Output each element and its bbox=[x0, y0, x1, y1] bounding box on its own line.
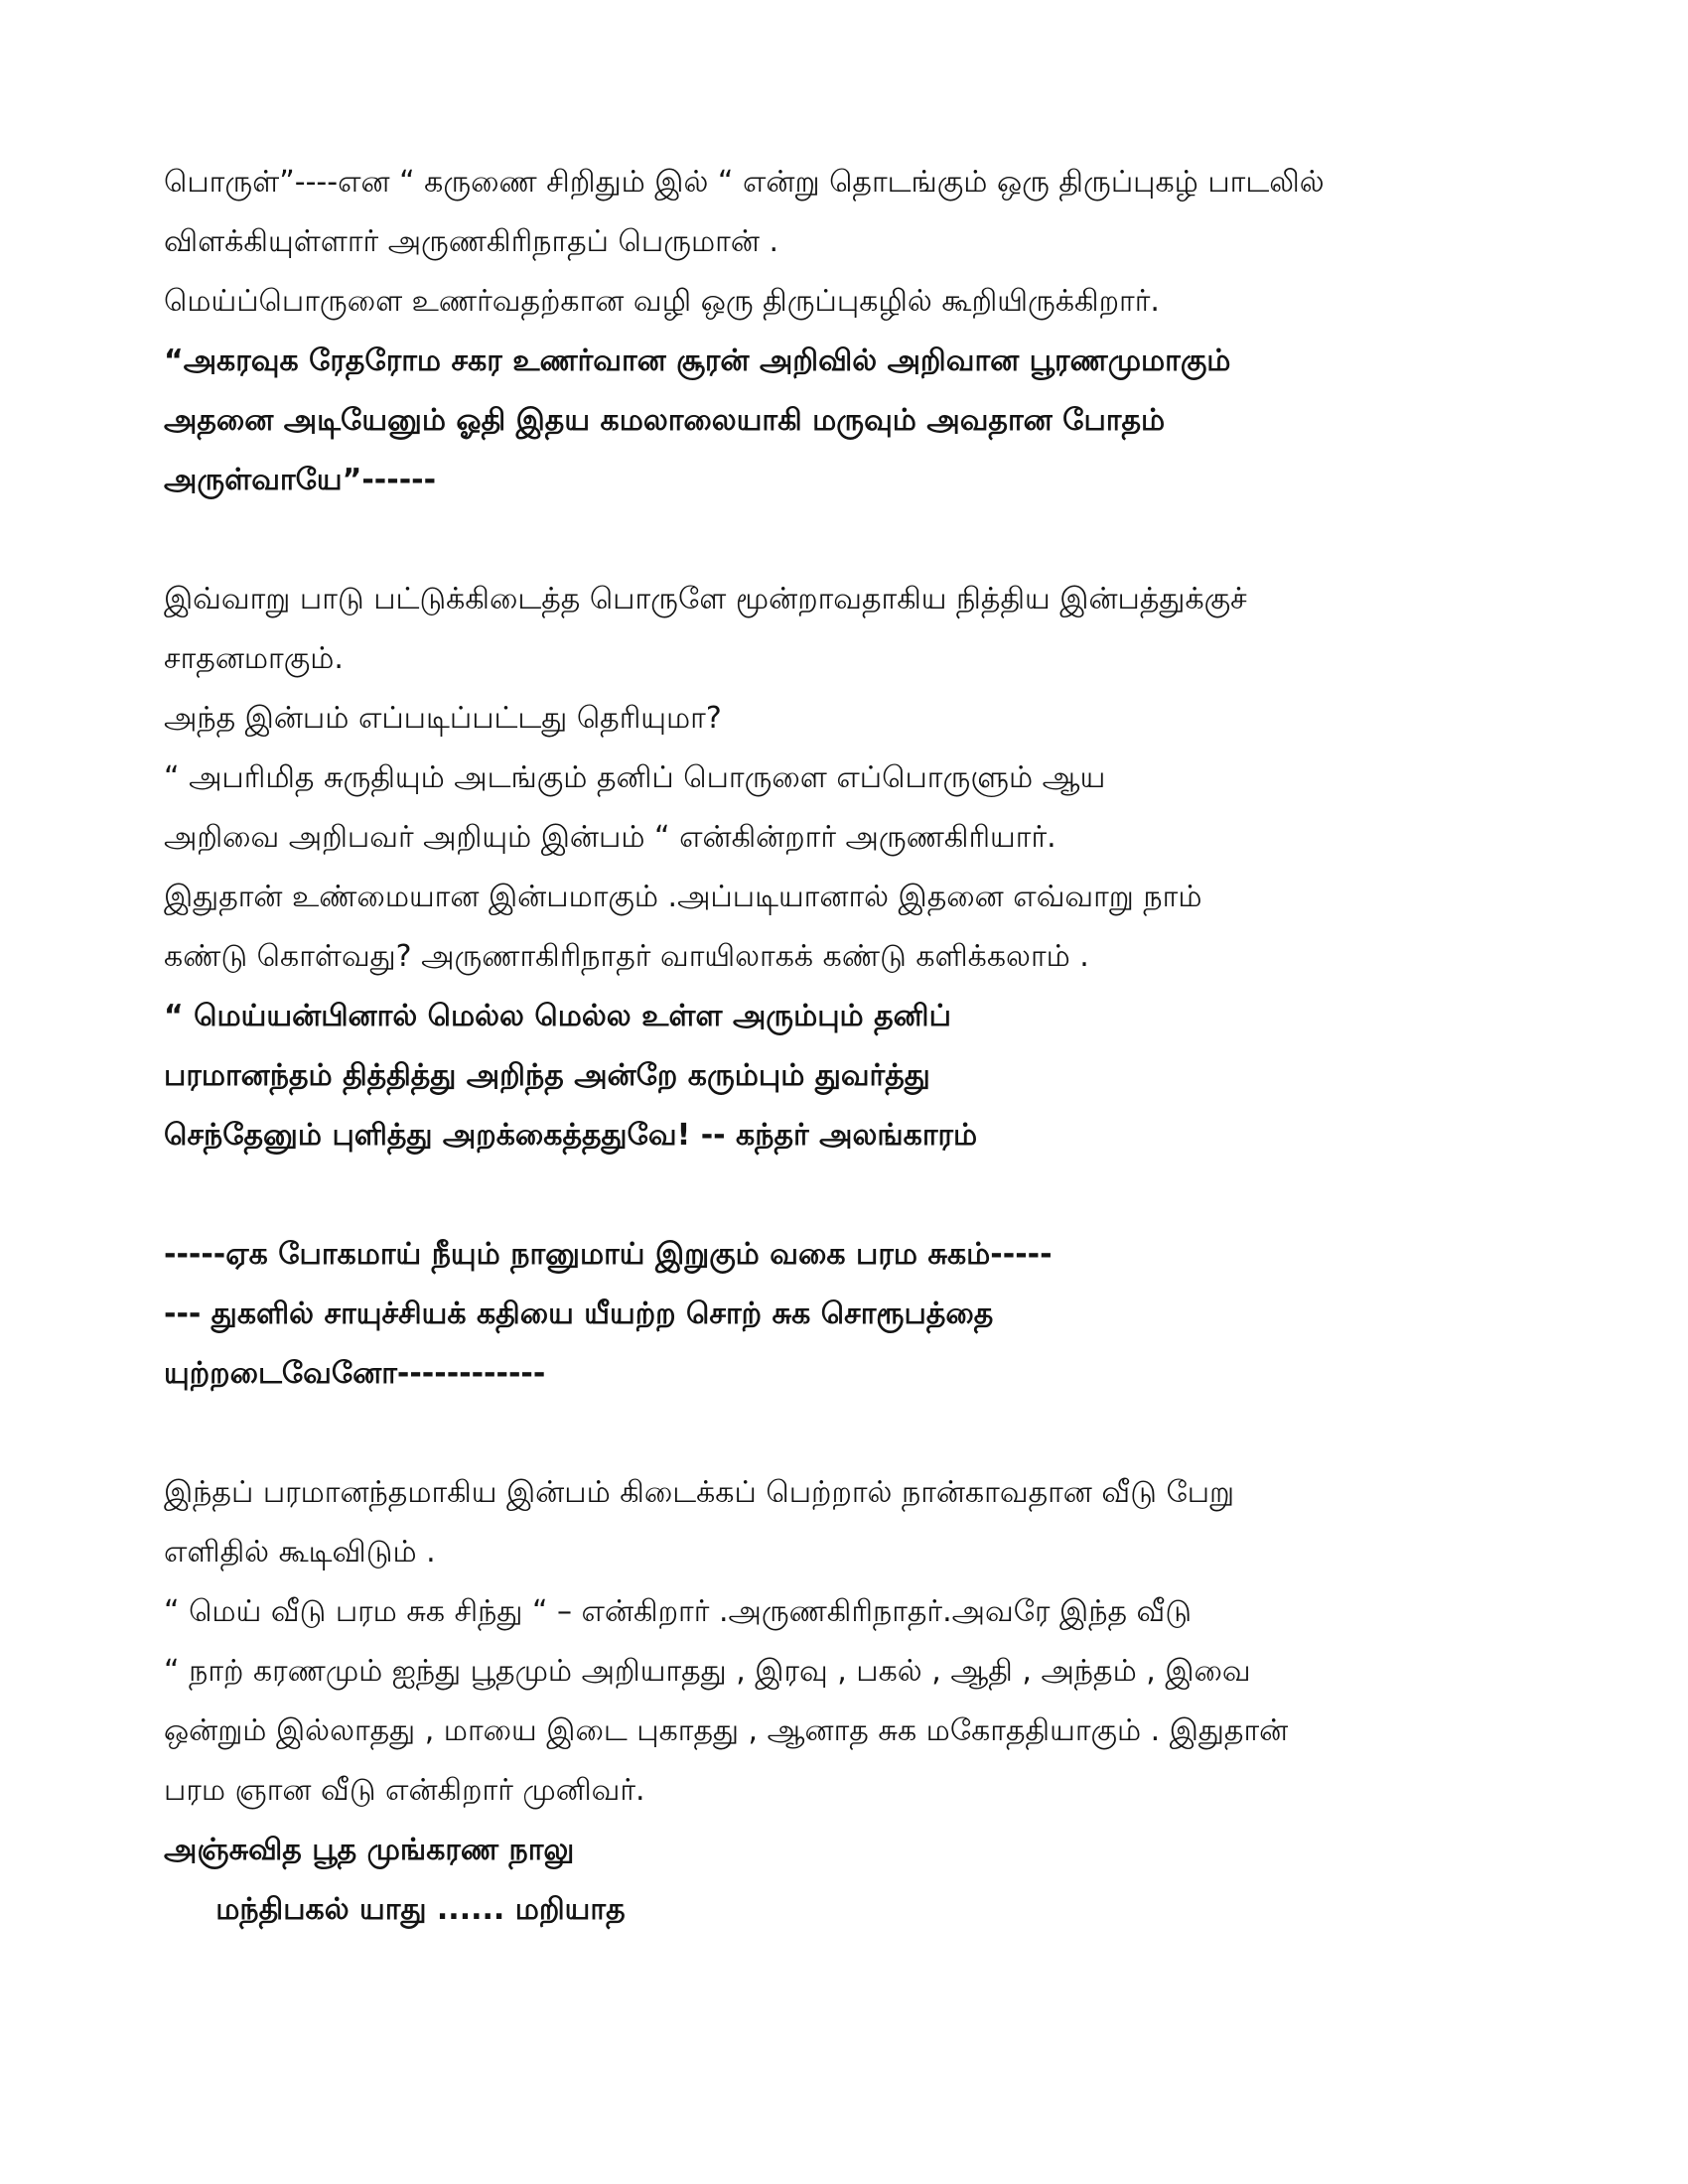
text-line: கண்டு கொள்வது? அருணாகிரிநாதர் வாயிலாகக் கண்டு களிக்கலாம் . bbox=[164, 939, 1089, 974]
verse-line: செந்தேனும் புளித்து அறக்கைத்ததுவே! -- கந்தர் அலங்காரம் bbox=[164, 1118, 978, 1153]
verse-line: மந்திபகல் யாது ...... மறியாத bbox=[164, 1892, 626, 1927]
text-line: விளக்கியுள்ளார் அருணகிரிநாதப் பெருமான் . bbox=[164, 224, 778, 259]
text-line: மெய்ப்பொருளை உணர்வதற்கான வழி ஒரு திருப்புகழில் கூறியிருக்கிறார். bbox=[164, 284, 1160, 319]
text-line: சாதனமாகும். bbox=[164, 641, 344, 676]
text-line: இதுதான் உண்மையான இன்பமாகும் .அப்படியானால் இதனை எவ்வாறு நாம் bbox=[164, 880, 1202, 914]
text-line: “ நாற் கரணமும் ஐந்து பூதமும் அறியாதது , இரவு , பகல் , ஆதி , அந்தம் , இவை bbox=[164, 1654, 1251, 1689]
text-line: “ அபரிமித சுருதியும் அடங்கும் தனிப் பொருளை எப்பொருளும் ஆய bbox=[164, 760, 1106, 795]
text-line: அந்த இன்பம் எப்படிப்பட்டது தெரியுமா? bbox=[164, 701, 722, 736]
text-line: அறிவை அறிபவர் அறியும் இன்பம் “ என்கின்றார் அருணகிரியார். bbox=[164, 820, 1056, 855]
text-line: எளிதில் கூடிவிடும் . bbox=[164, 1535, 436, 1570]
verse-line: “ மெய்யன்பினால் மெல்ல மெல்ல உள்ள அரும்பும் தனிப் bbox=[164, 999, 951, 1033]
text-line: “ மெய் வீடு பரம சுக சிந்து “ – என்கிறார் .அருணகிரிநாதர்.அவரே இந்த வீடு bbox=[164, 1594, 1193, 1629]
text-line: இவ்வாறு பாடு பட்டுக்கிடைத்த பொருளே மூன்றாவதாகிய நித்திய இன்பத்துக்குச் bbox=[164, 582, 1247, 616]
text-line: பரம ஞான வீடு என்கிறார் முனிவர். bbox=[164, 1773, 645, 1808]
text-line: இந்தப் பரமானந்தமாகிய இன்பம் கிடைக்கப் பெற்றால் நான்காவதான வீடு பேறு bbox=[164, 1475, 1235, 1510]
verse-line: --- துகளில் சாயுச்சியக் கதியை யீயற்ற சொற் சுக சொரூபத்தை bbox=[164, 1297, 994, 1331]
text-line: ஒன்றும் இல்லாதது , மாயை இடை புகாதது , ஆனாத சுக மகோததியாகும் . இதுதான் bbox=[164, 1713, 1289, 1748]
verse-line: அருள்வாயே”------ bbox=[164, 463, 437, 497]
verse-line: அதனை அடியேனும் ஓதி இதய கமலாலையாகி மருவும் அவதான போதம் bbox=[164, 403, 1166, 438]
verse-line: “அகரவுக ரேதரோம சகர உணர்வான சூரன் அறிவில் அறிவான பூரணமுமாகும் bbox=[164, 343, 1231, 378]
verse-line: பரமானந்தம் தித்தித்து அறிந்த அன்றே கரும்பும் துவர்த்து bbox=[164, 1058, 930, 1093]
verse-line: யுற்றடைவேனோ------------ bbox=[164, 1356, 546, 1391]
verse-line: அஞ்சுவித பூத முங்கரண நாலு bbox=[164, 1833, 575, 1867]
verse-line: -----ஏக போகமாய் நீயும் நானுமாய் இறுகும் வகை பரம சுகம்----- bbox=[164, 1237, 1053, 1272]
text-line: பொருள்”----என “ கருணை சிறிதும் இல் “ என்று தொடங்கும் ஒரு திருப்புகழ் பாடலில் bbox=[164, 165, 1325, 200]
